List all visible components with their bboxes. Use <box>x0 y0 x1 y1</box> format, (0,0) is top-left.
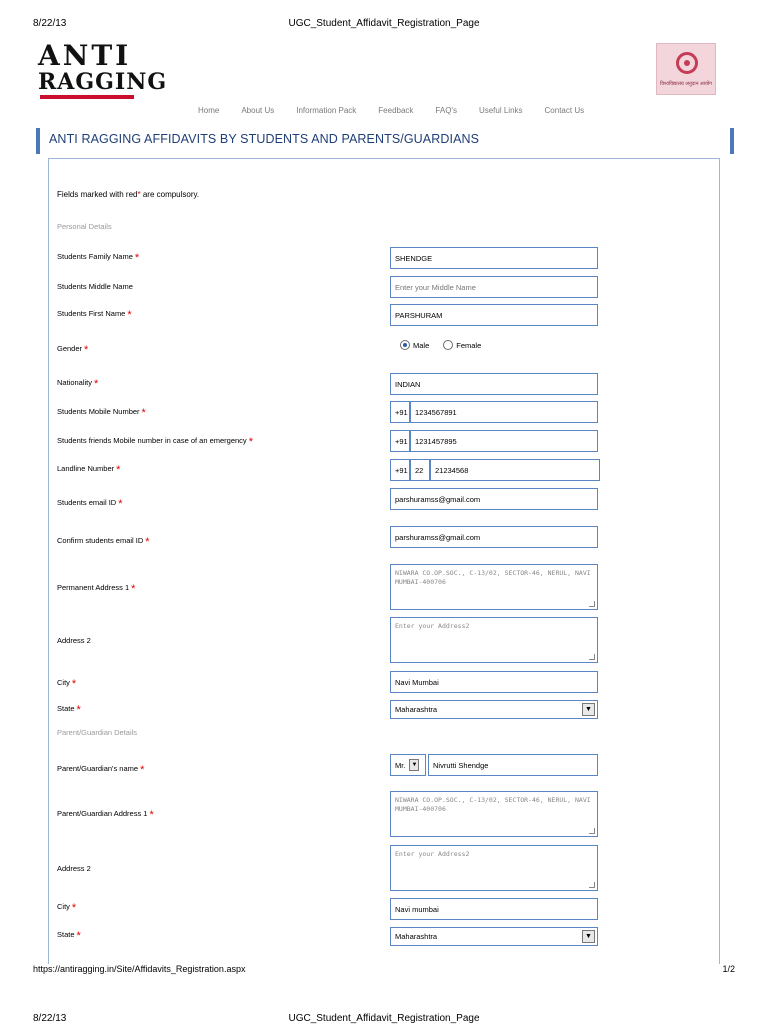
middle-name-label: Students Middle Name <box>57 282 133 291</box>
nav-home[interactable]: Home <box>198 106 220 115</box>
parent-address1-label: Parent/Guardian Address 1 * <box>57 809 154 821</box>
dropdown-arrow-icon[interactable]: ▼ <box>409 759 419 771</box>
mobile-number-input[interactable]: 1234567891 <box>410 401 598 423</box>
parent-address2-label: Address 2 <box>57 864 91 873</box>
nav-about-us[interactable]: About Us <box>241 106 275 115</box>
resize-grip-icon[interactable] <box>589 828 595 834</box>
address1-textarea[interactable]: NIWARA CO.OP.SOC., C-13/02, SECTOR-46, NERUL, NAVI MUMBAI-400706 <box>390 564 598 610</box>
parent-city-label: City * <box>57 902 77 914</box>
emblem-caption: विश्वविद्यालय अनुदान आयोग <box>659 81 712 87</box>
logo-line2: RAGGING <box>38 69 168 95</box>
email-label: Students email ID * <box>57 498 123 510</box>
gender-radio-group <box>400 340 481 350</box>
email-input[interactable]: parshuramss@gmail.com <box>390 488 598 510</box>
parent-state-select[interactable]: Maharashtra ▼ <box>390 927 598 946</box>
nav-faqs[interactable]: FAQ's <box>435 106 457 115</box>
parent-name-input[interactable]: Nivrutti Shendge <box>428 754 598 776</box>
print-date: 8/22/13 <box>33 1013 67 1024</box>
city-label: City * <box>57 678 77 690</box>
parent-city-input[interactable]: Navi mumbai <box>390 898 598 920</box>
resize-grip-icon[interactable] <box>589 882 595 888</box>
friend-mobile-number-input[interactable]: 1231457895 <box>410 430 598 452</box>
family-name-input[interactable]: SHENDGE <box>390 247 598 269</box>
parent-address1-textarea[interactable]: NIWARA CO.OP.SOC., C-13/02, SECTOR-46, NERUL, NAVI MUMBAI-400706 <box>390 791 598 837</box>
mobile-label: Students Mobile Number * <box>57 407 146 419</box>
resize-grip-icon[interactable] <box>589 654 595 660</box>
emblem-wheel-icon <box>676 52 698 74</box>
state-label: State * <box>57 704 81 716</box>
parent-title-select[interactable]: Mr. ▼ <box>390 754 426 776</box>
state-select[interactable]: Maharashtra ▼ <box>390 700 598 719</box>
parent-name-label: Parent/Guardian's name * <box>57 764 145 776</box>
logo-underline <box>40 95 134 99</box>
gender-female-label: Female <box>456 340 482 350</box>
print-url: https://antiragging.in/Site/Affidavits_Registration.aspx <box>33 964 246 974</box>
print-title: UGC_Student_Affidavit_Registration_Page <box>288 1013 480 1024</box>
address1-label: Permanent Address 1 * <box>57 583 136 595</box>
nav-useful-links[interactable]: Useful Links <box>478 106 523 115</box>
main-nav <box>198 106 606 118</box>
landline-label: Landline Number * <box>57 464 121 476</box>
confirm-email-label: Confirm students email ID * <box>57 536 150 548</box>
dropdown-arrow-icon[interactable]: ▼ <box>582 703 595 716</box>
nav-contact-us[interactable]: Contact Us <box>544 106 585 115</box>
heading-left-accent <box>36 128 40 154</box>
logo-line1: ANTI <box>38 39 132 72</box>
first-name-input[interactable]: PARSHURAM <box>390 304 598 326</box>
confirm-email-input[interactable]: parshuramss@gmail.com <box>390 526 598 548</box>
resize-grip-icon[interactable] <box>589 601 595 607</box>
nav-feedback[interactable]: Feedback <box>378 106 414 115</box>
parent-address2-textarea[interactable]: Enter your Address2 <box>390 845 598 891</box>
page-heading-bar <box>36 128 734 158</box>
gender-male-label: Male <box>413 340 430 350</box>
nav-information-pack[interactable]: Information Pack <box>296 106 357 115</box>
page-title: ANTI RAGGING AFFIDAVITS BY STUDENTS AND PARENTS/GUARDIANS <box>49 132 480 146</box>
print-date: 8/22/13 <box>33 18 67 29</box>
address2-label: Address 2 <box>57 636 91 645</box>
print-header <box>0 18 768 32</box>
friend-mobile-country-code[interactable]: +91 <box>390 430 410 452</box>
nationality-input[interactable]: INDIAN <box>390 373 598 395</box>
anti-ragging-logo[interactable] <box>38 39 168 100</box>
section-personal-details: Personal Details <box>57 222 112 231</box>
landline-number-input[interactable]: 21234568 <box>430 459 600 481</box>
nationality-label: Nationality * <box>57 378 99 390</box>
first-name-label: Students First Name * <box>57 309 132 321</box>
city-input[interactable]: Navi Mumbai <box>390 671 598 693</box>
print-title: UGC_Student_Affidavit_Registration_Page <box>288 18 480 29</box>
parent-state-label: State * <box>57 930 81 942</box>
landline-country-code[interactable]: +91 <box>390 459 410 481</box>
gender-female-radio[interactable] <box>443 340 453 350</box>
middle-name-input[interactable]: Enter your Middle Name <box>390 276 598 298</box>
print-page-number: 1/2 <box>722 964 735 974</box>
family-name-label: Students Family Name * <box>57 252 140 264</box>
gender-male-radio[interactable] <box>400 340 410 350</box>
friend-mobile-label: Students friends Mobile number in case of an emergency * <box>57 436 253 448</box>
address2-textarea[interactable]: Enter your Address2 <box>390 617 598 663</box>
required-note: Fields marked with red* are compulsory. <box>57 190 200 199</box>
heading-right-accent <box>730 128 734 154</box>
section-parent-details: Parent/Guardian Details <box>57 728 138 737</box>
ugc-emblem[interactable] <box>656 43 716 95</box>
form-panel <box>48 158 720 964</box>
landline-std-code[interactable]: 22 <box>410 459 430 481</box>
gender-label: Gender * <box>57 344 89 356</box>
mobile-country-code[interactable]: +91 <box>390 401 410 423</box>
dropdown-arrow-icon[interactable]: ▼ <box>582 930 595 943</box>
